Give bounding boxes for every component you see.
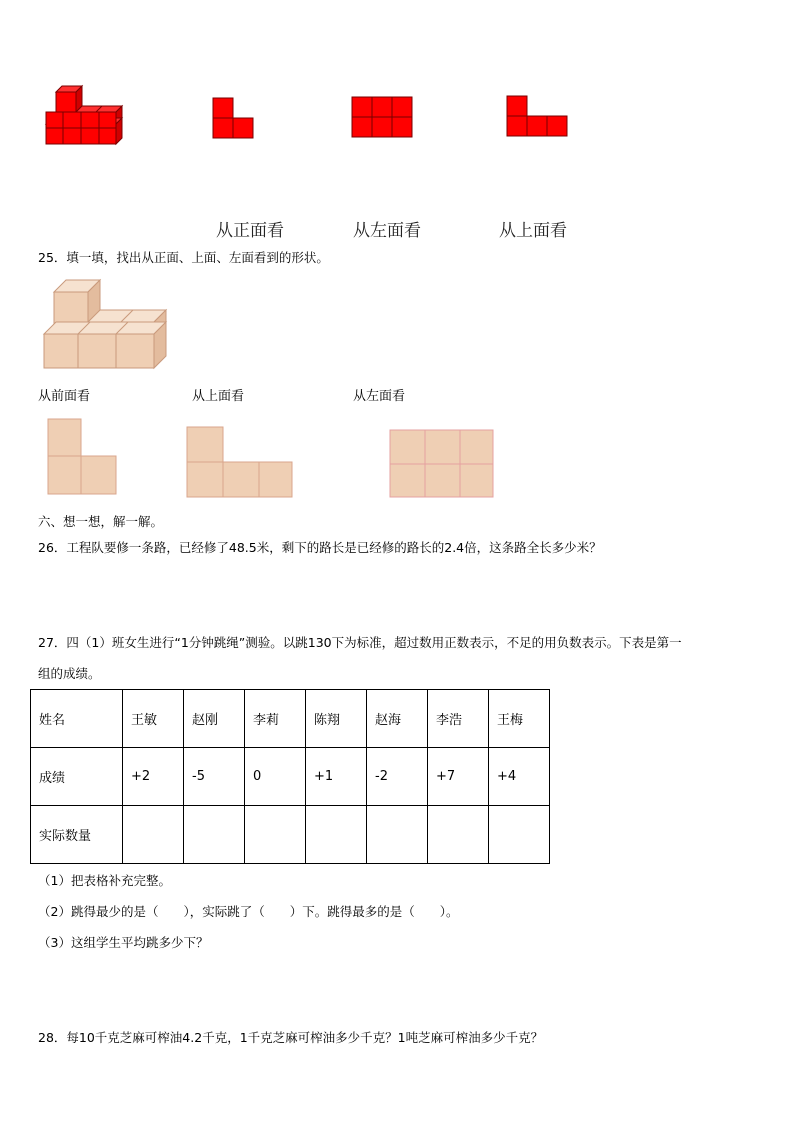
score-cell: +1 <box>306 748 367 806</box>
name-cell: 李浩 <box>428 690 489 748</box>
actual-cell <box>245 806 306 864</box>
label-top-view: 从上面看 <box>192 389 245 404</box>
label-left-view: 从左面看 <box>353 389 406 404</box>
question-27-sub1: （1）把表格补充完整。 <box>38 873 171 888</box>
score-table <box>30 689 550 864</box>
score-cell: -2 <box>367 748 428 806</box>
name-cell: 赵刚 <box>184 690 245 748</box>
name-cell: 王敏 <box>123 690 184 748</box>
question-26-text: 26．工程队要修一条路，已经修了48.5米，剩下的路长是已经修的路长的2.4倍，这条路全长多少米？ <box>38 540 602 555</box>
section-6-title: 六、想一想，解一解。 <box>38 514 164 529</box>
tan-top-view-answer <box>186 426 294 498</box>
red-top-view <box>506 95 568 137</box>
question-27-intro-line1: 27．四（1）班女生进行“1分钟跳绳”测验。以跳130下为标准，超过数用正数表示，不足的用负数表示。下表是第一 <box>38 635 682 650</box>
red-cube-solid-figure <box>45 86 125 146</box>
score-cell: 0 <box>245 748 306 806</box>
red-front-view <box>212 97 254 139</box>
tan-left-view-answer <box>389 429 495 499</box>
caption-top-view: 从上面看 <box>499 221 567 241</box>
name-cell: 王梅 <box>489 690 550 748</box>
caption-left-view: 从左面看 <box>353 221 421 241</box>
row-header-actual: 实际数量 <box>31 806 123 864</box>
score-cell: +2 <box>123 748 184 806</box>
table-row-names <box>31 690 550 748</box>
name-cell: 赵海 <box>367 690 428 748</box>
red-left-view <box>351 96 413 138</box>
actual-cell <box>367 806 428 864</box>
name-cell: 李莉 <box>245 690 306 748</box>
actual-cell <box>489 806 550 864</box>
tan-front-view-answer <box>47 418 117 496</box>
question-25-title: 25．填一填，找出从正面、上面、左面看到的形状。 <box>38 250 329 265</box>
actual-cell <box>123 806 184 864</box>
question-27-sub2: （2）跳得最少的是（ ），实际跳了（ ）下。跳得最多的是（ ）。 <box>38 904 459 919</box>
score-cell: -5 <box>184 748 245 806</box>
row-header-score: 成绩 <box>31 748 123 806</box>
label-front-view: 从前面看 <box>38 389 91 404</box>
tan-cube-solid-figure <box>42 278 172 370</box>
table-row-scores <box>31 748 550 806</box>
actual-cell <box>306 806 367 864</box>
caption-front-view: 从正面看 <box>216 221 284 241</box>
question-27-intro-line2: 组的成绩。 <box>38 666 101 681</box>
actual-cell <box>428 806 489 864</box>
score-cell: +7 <box>428 748 489 806</box>
question-27-sub3: （3）这组学生平均跳多少下？ <box>38 935 209 950</box>
row-header-name: 姓名 <box>31 690 123 748</box>
score-cell: +4 <box>489 748 550 806</box>
name-cell: 陈翔 <box>306 690 367 748</box>
actual-cell <box>184 806 245 864</box>
table-row-actual <box>31 806 550 864</box>
question-28-text: 28．每10千克芝麻可榨油4.2千克，1千克芝麻可榨油多少千克？1吨芝麻可榨油多少千克？ <box>38 1030 544 1045</box>
